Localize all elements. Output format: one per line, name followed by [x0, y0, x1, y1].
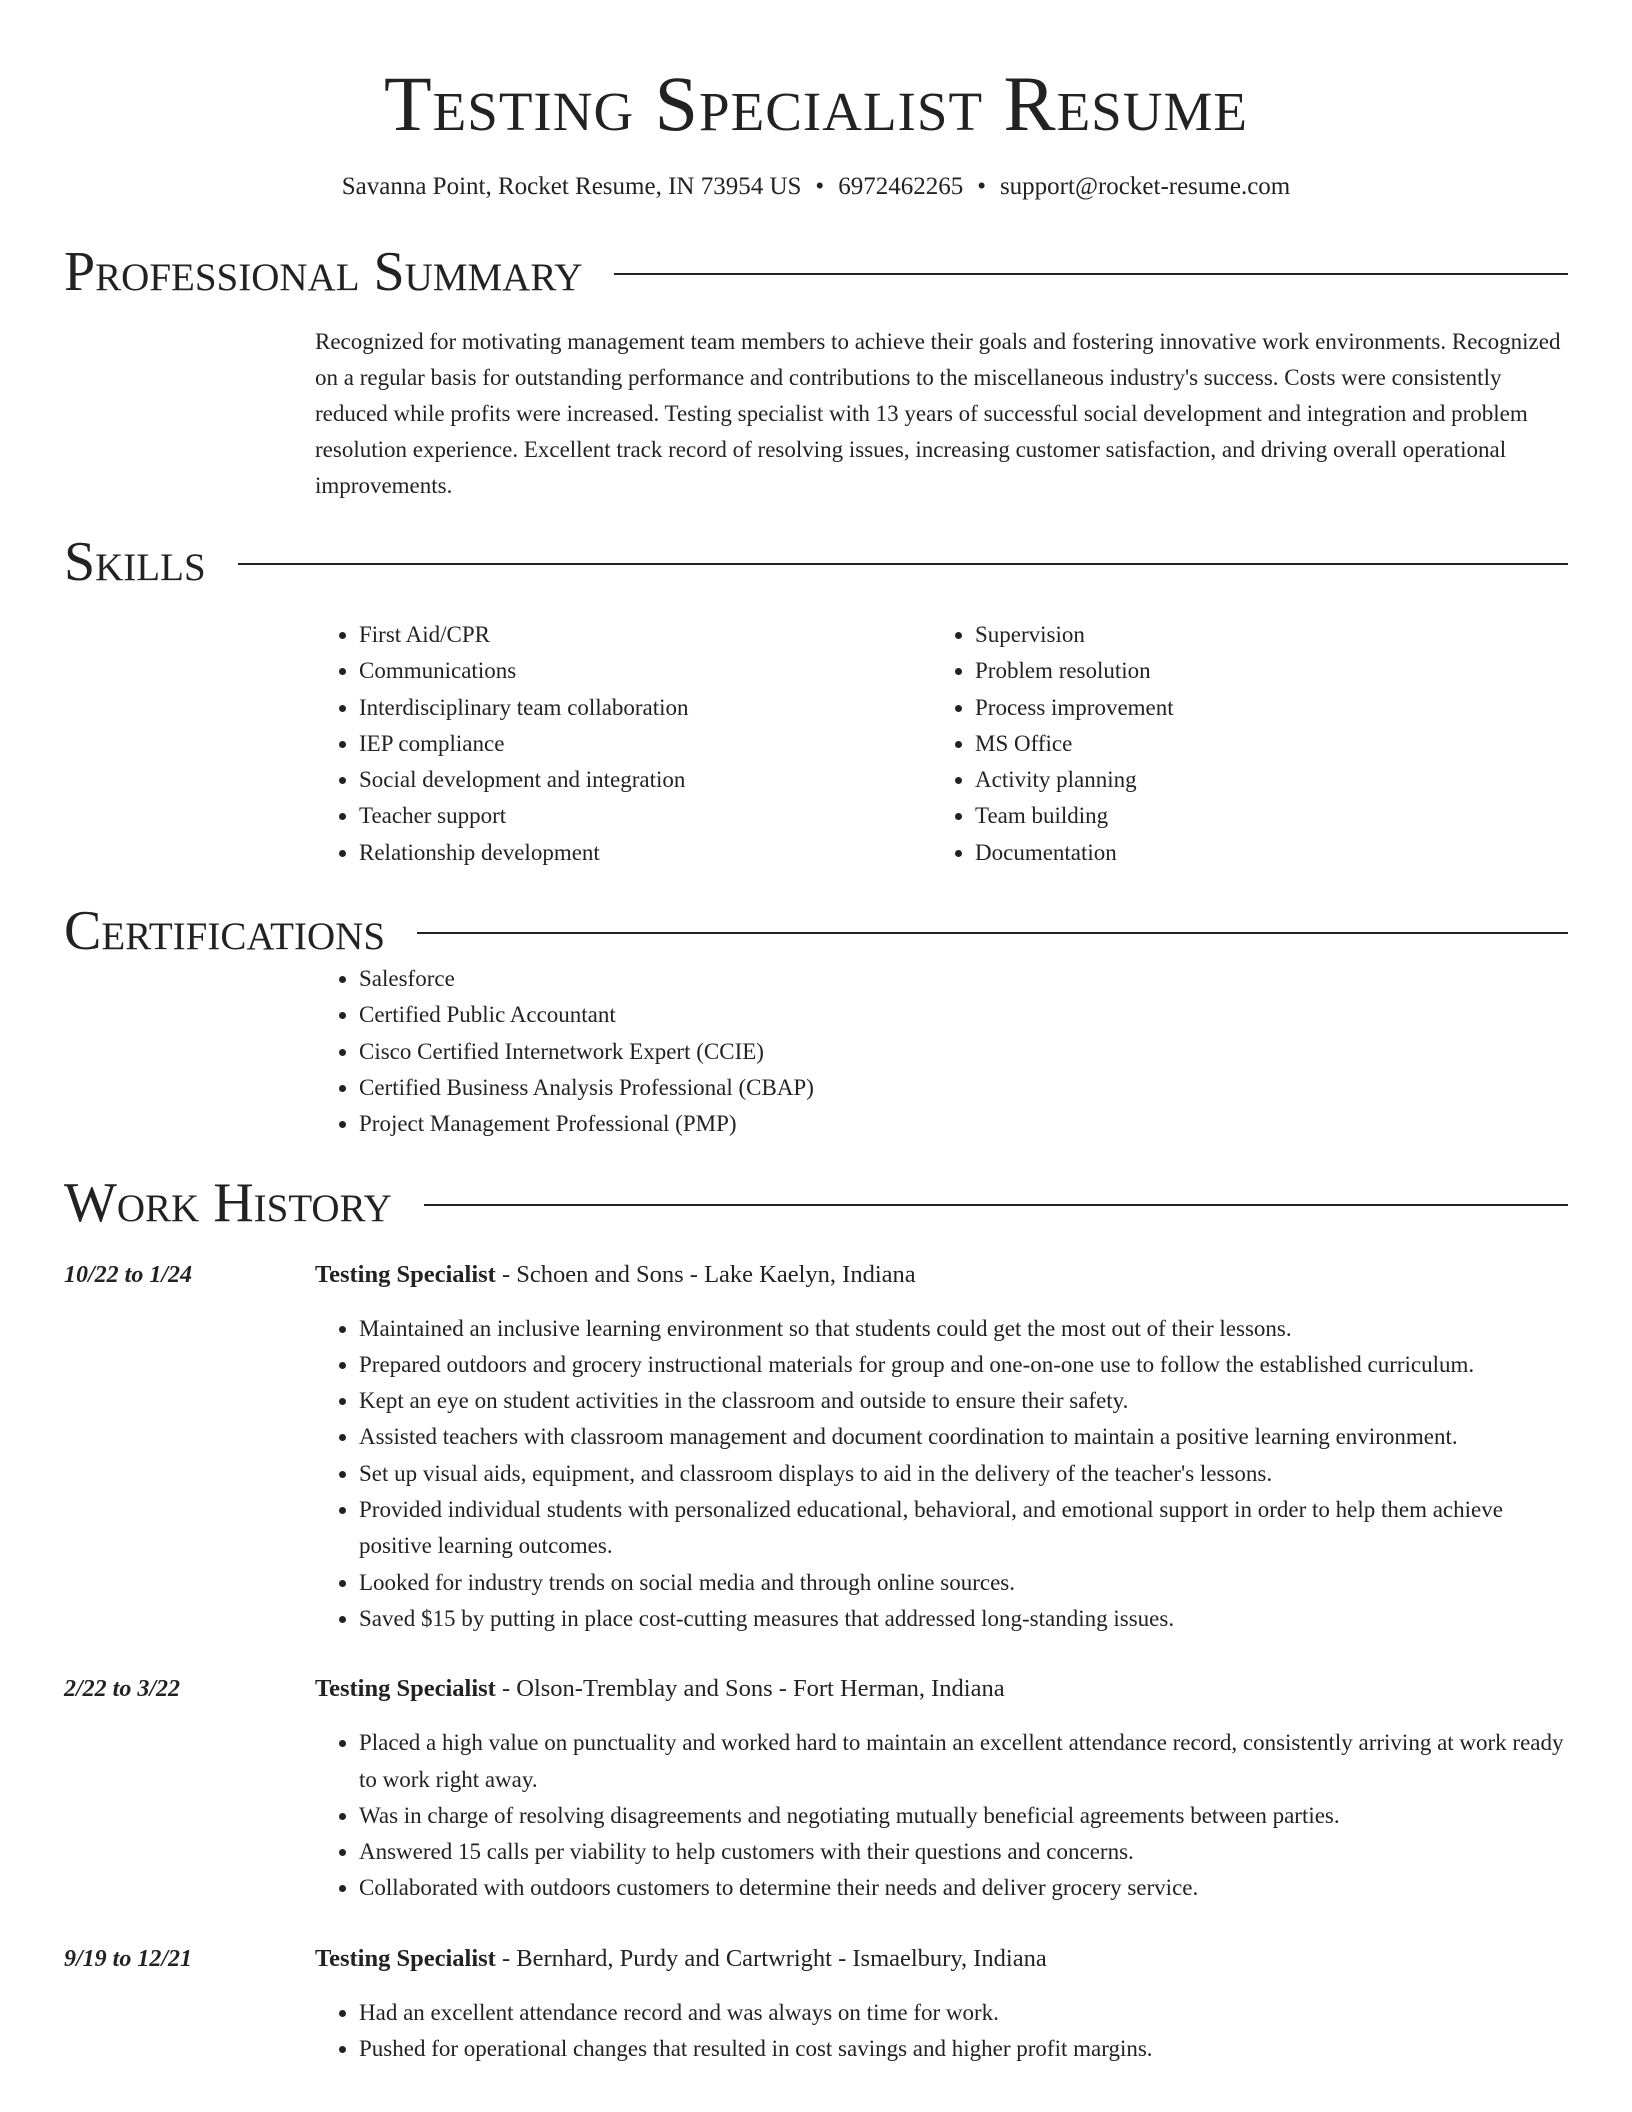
skills-heading: Skills [64, 531, 206, 593]
certifications-list [315, 961, 1568, 1142]
section-divider [417, 932, 1568, 934]
section-divider [424, 1204, 1568, 1206]
list-item: • Kept an eye on student activities in the classroom and outside to ensure their safety. [359, 1383, 1568, 1419]
list-item: • Project Management Professional (PMP) [359, 1106, 1568, 1142]
skills-list-left [315, 617, 931, 871]
job-bullets [315, 1311, 1568, 1638]
work-history-list [64, 1257, 1568, 2068]
list-item: • Documentation [975, 835, 1547, 871]
job-role: Testing Specialist [315, 1260, 496, 1288]
certifications-section [315, 961, 1568, 1142]
job-entry [64, 1257, 1568, 1638]
skills-column-right [931, 617, 1547, 871]
contact-separator: • [815, 173, 825, 200]
list-item: • MS Office [975, 726, 1547, 762]
list-item: • Problem resolution [975, 653, 1547, 689]
skills-list-right [931, 617, 1547, 871]
job-title-line [315, 1941, 1568, 1977]
list-item: • Relationship development [359, 835, 931, 871]
list-item: • Placed a high value on punctuality and worked hard to maintain an excellent attendance record, consistently arriving at work ready to work right away. [359, 1725, 1568, 1798]
list-item: • Teacher support [359, 798, 931, 834]
list-item: • Pushed for operational changes that resulted in cost savings and higher profit margins. [359, 2031, 1568, 2067]
job-employer-location: - Schoen and Sons - Lake Kaelyn, Indiana [495, 1260, 916, 1288]
job-title-line [315, 1257, 1568, 1293]
job-bullets [315, 1995, 1568, 2068]
list-item: • Set up visual aids, equipment, and classroom displays to aid in the delivery of the teacher's lessons. [359, 1456, 1568, 1492]
job-dates: 2/22 to 3/22 [64, 1676, 181, 1703]
job-employer-location: - Bernhard, Purdy and Cartwright - Ismaelbury, Indiana [495, 1944, 1047, 1972]
list-item: • Process improvement [975, 690, 1547, 726]
job-details [315, 1941, 1568, 2068]
list-item: • Salesforce [359, 961, 1568, 997]
job-employer-location: - Olson-Tremblay and Sons - Fort Herman, Indiana [495, 1675, 1005, 1703]
list-item: • Team building [975, 798, 1547, 834]
list-item: • Answered 15 calls per viability to help customers with their questions and concerns. [359, 1834, 1568, 1870]
list-item: • Certified Public Accountant [359, 997, 1568, 1033]
list-item: • Assisted teachers with classroom management and document coordination to maintain a positive learning environment. [359, 1419, 1568, 1455]
work-heading: Work History [64, 1171, 392, 1234]
contact-address: Savanna Point, Rocket Resume, IN 73954 US [341, 173, 802, 200]
list-item: • Activity planning [975, 762, 1547, 798]
resume-page [64, 0, 1568, 2067]
job-entry [64, 1941, 1568, 2068]
certifications-section-header [64, 901, 1568, 961]
job-role: Testing Specialist [315, 1675, 496, 1703]
skills-section-header [64, 532, 1568, 592]
job-entry [64, 1671, 1568, 1906]
list-item: • Supervision [975, 617, 1547, 653]
job-role: Testing Specialist [315, 1944, 496, 1972]
summary-section-header [64, 242, 1568, 302]
summary-section [315, 324, 1568, 504]
list-item: • IEP compliance [359, 726, 931, 762]
contact-email: support@rocket-resume.com [999, 173, 1291, 200]
job-title-line [315, 1671, 1568, 1707]
summary-heading: Professional Summary [64, 241, 583, 303]
list-item: • Maintained an inclusive learning environment so that students could get the most out of their lessons. [359, 1311, 1568, 1347]
list-item: • Prepared outdoors and grocery instructional materials for group and one-on-one use to follow the established curriculum. [359, 1347, 1568, 1383]
work-section-header [64, 1173, 1568, 1233]
list-item: • First Aid/CPR [359, 617, 931, 653]
job-bullets [315, 1725, 1568, 1906]
list-item: • Social development and integration [359, 762, 931, 798]
job-dates: 9/19 to 12/21 [64, 1945, 193, 1972]
summary-text: Recognized for motivating management team members to achieve their goals and fostering innovative work environments. Recognized on a regular basis for outstanding performance and contributions to the miscellaneous industry's success. Costs were consistently reduced while profits were increased. Testing specialist with 13 years of successful social development and integration and problem resolution experience. Excellent track record of resolving issues, increasing customer satisfaction, and driving overall operational improvements. [315, 329, 1561, 498]
list-item: • Cisco Certified Internetwork Expert (CCIE) [359, 1034, 1568, 1070]
section-divider [238, 563, 1568, 565]
job-details [315, 1671, 1568, 1906]
contact-separator: • [977, 173, 986, 200]
list-item: • Certified Business Analysis Professional (CBAP) [359, 1070, 1568, 1106]
list-item: • Provided individual students with personalized educational, behavioral, and emotional support in order to help them achieve positive learning outcomes. [359, 1492, 1568, 1565]
list-item: • Looked for industry trends on social media and through online sources. [359, 1565, 1568, 1601]
contact-line [64, 170, 1568, 204]
job-details [315, 1257, 1568, 1638]
skills-section [315, 617, 1568, 871]
list-item: • Saved $15 by putting in place cost-cutting measures that addressed long-standing issues. [359, 1601, 1568, 1637]
list-item: • Collaborated with outdoors customers to determine their needs and deliver grocery service. [359, 1870, 1568, 1906]
skills-column-left [315, 617, 931, 871]
list-item: • Interdisciplinary team collaboration [359, 690, 931, 726]
list-item: • Had an excellent attendance record and was always on time for work. [359, 1995, 1568, 2031]
contact-phone: 6972462265 [838, 173, 964, 200]
skills-grid [315, 617, 1568, 871]
list-item: • Was in charge of resolving disagreements and negotiating mutually beneficial agreements between parties. [359, 1798, 1568, 1834]
section-divider [614, 273, 1568, 275]
job-dates: 10/22 to 1/24 [64, 1261, 193, 1288]
resume-title: Testing Specialist Resume [384, 60, 1248, 147]
list-item: • Communications [359, 653, 931, 689]
certifications-heading: Certifications [64, 900, 386, 963]
